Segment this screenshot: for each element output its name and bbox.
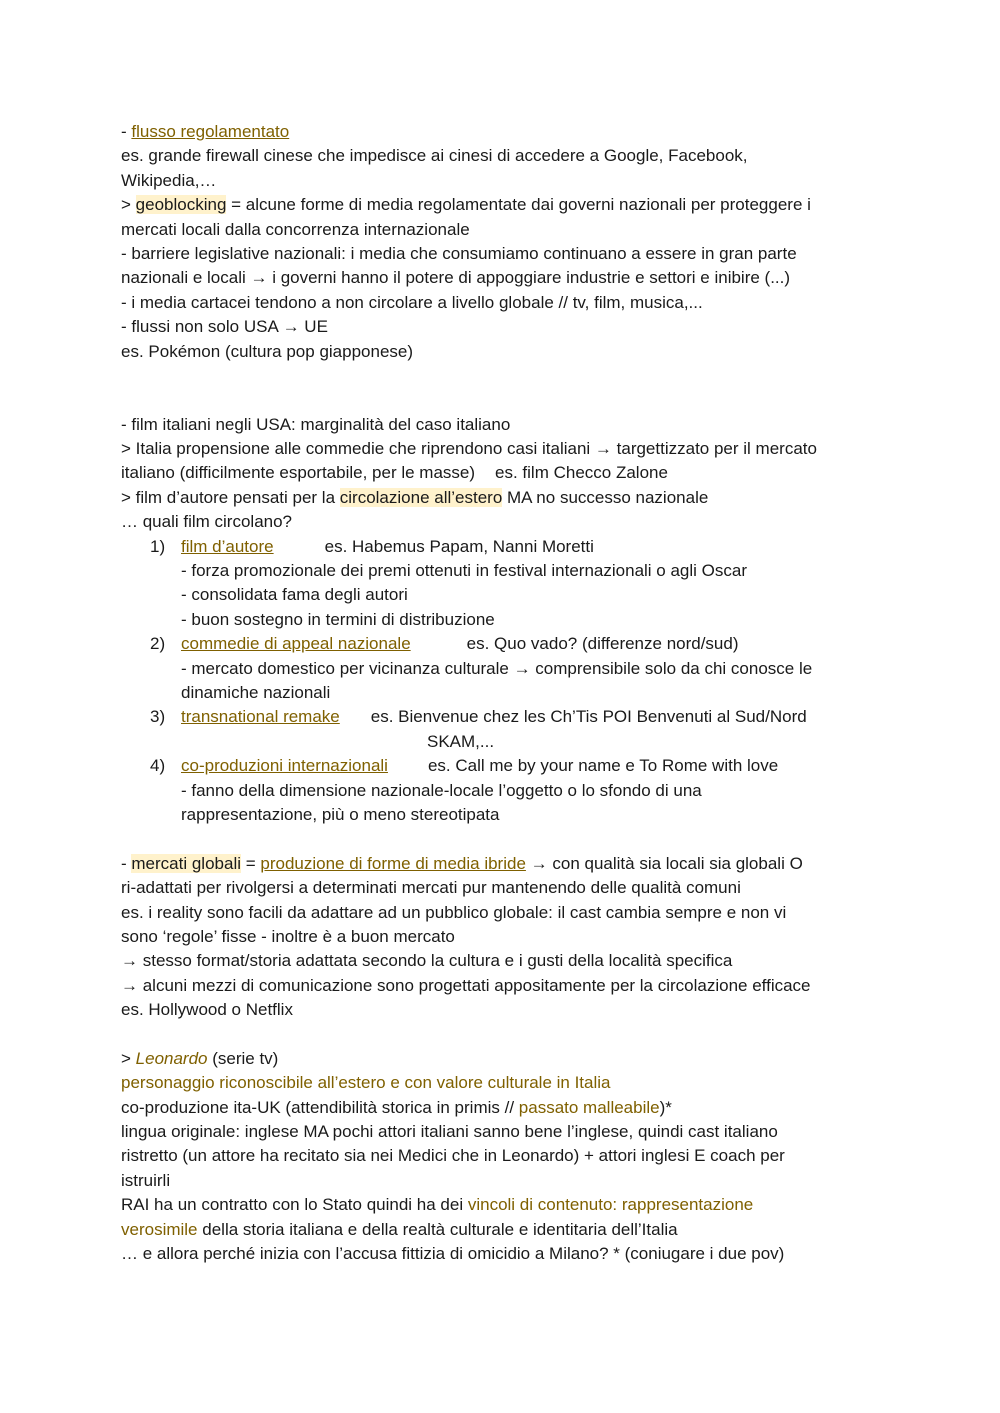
text-line: nazionali e locali → i governi hanno il potere di appoggiare industrie e settori e inibire (...) xyxy=(121,268,791,288)
term-vincoli-contenuto: vincoli di contenuto: rappresentazione xyxy=(467,1195,754,1215)
text-line xyxy=(121,1218,901,1242)
text-line: → stesso format/storia adattata secondo la cultura e i gusti della località specifica xyxy=(121,951,733,971)
equals: = xyxy=(241,853,261,873)
text-span: della storia italiana e della realtà culturale e identitaria dell’Italia xyxy=(197,1219,678,1239)
list-number: 3) xyxy=(150,707,166,727)
text-line: - i media cartacei tendono a non circolare a livello globale // tv, film, musica,... xyxy=(121,292,703,312)
text-line-accent: personaggio riconoscibile all’estero e con valore culturale in Italia xyxy=(121,1073,611,1093)
text-line: - barriere legislative nazionali: i media che consumiamo continuano a essere in gran parte xyxy=(121,243,797,263)
list-number: 4) xyxy=(150,756,166,776)
sub-item: - consolidata fama degli autori xyxy=(181,585,408,605)
text-line: lingua originale: inglese MA pochi attori italiani sanno bene l’inglese, quindi cast italiano xyxy=(121,1122,778,1142)
term-mercati-globali: mercati globali xyxy=(131,853,241,873)
list-number: 1) xyxy=(150,536,166,556)
term-passato-malleabile: passato malleabile xyxy=(518,1097,660,1117)
term-flusso-regolamentato: flusso regolamentato xyxy=(131,122,290,141)
text-line: → alcuni mezzi di comunicazione sono progettati appositamente per la circolazione efficace xyxy=(121,975,811,995)
list-item-4 xyxy=(121,754,901,778)
example: es. film Checco Zalone xyxy=(495,463,668,483)
spacer xyxy=(121,1022,901,1046)
text-line: mercati locali dalla concorrenza internazionale xyxy=(121,219,470,239)
term-circolazione-estero: circolazione all’estero xyxy=(339,487,503,507)
text-line xyxy=(121,461,901,485)
definition: = alcune forme di media regolamentate dai governi nazionali per proteggere i xyxy=(226,195,811,215)
text-span: RAI ha un contratto con lo Stato quindi ha dei xyxy=(121,1195,468,1215)
line-leonardo xyxy=(121,1047,901,1071)
text-line: … e allora perché inizia con l’accusa fittizia di omicidio a Milano? * (coniugare i due pov) xyxy=(121,1243,785,1263)
text-line: es. Hollywood o Netflix xyxy=(121,1000,293,1020)
text-line: … quali film circolano? xyxy=(121,512,293,532)
term-co-produzioni: co-produzioni internazionali xyxy=(181,756,388,776)
text-line: ri-adattati per rivolgersi a determinati mercati pur mantenendo delle qualità comuni xyxy=(121,878,741,898)
text-span: )* xyxy=(659,1097,672,1117)
text-span: (serie tv) xyxy=(207,1048,279,1068)
list-item-3 xyxy=(121,705,901,729)
sub-item: - mercato domestico per vicinanza culturale → comprensibile solo da chi conosce le xyxy=(181,658,813,678)
list-item-1 xyxy=(121,535,901,559)
term-verosimile: verosimile xyxy=(121,1219,198,1239)
line-mercati-globali xyxy=(121,852,901,876)
notes-body xyxy=(121,120,901,1266)
text-span: italiano (difficilmente esportabile, per le masse) xyxy=(121,463,476,483)
term-geoblocking: geoblocking xyxy=(135,195,227,215)
text-line: - flussi non solo USA → UE xyxy=(121,317,328,337)
spacer xyxy=(121,364,901,413)
sub-item: - forza promozionale dei premi ottenuti in festival internazionali o agli Oscar xyxy=(181,561,747,581)
text-line: istruirli xyxy=(121,1170,171,1190)
list-number: 2) xyxy=(150,634,166,654)
text-line: es. grande firewall cinese che impedisce ai cinesi di accedere a Google, Facebook, xyxy=(121,146,748,166)
sub-item: dinamiche nazionali xyxy=(181,683,331,702)
text-span: > film d’autore pensati per la xyxy=(121,487,340,507)
text-span: → con qualità sia locali sia globali O xyxy=(525,853,803,873)
term-film-autore: film d’autore xyxy=(181,536,274,556)
title-leonardo: Leonardo xyxy=(135,1048,208,1068)
term-media-ibride: produzione di forme di media ibride xyxy=(260,853,526,873)
text-line xyxy=(121,1096,901,1120)
prefix: > xyxy=(121,195,136,215)
sub-item: - buon sostegno in termini di distribuzione xyxy=(181,609,495,629)
text-span: MA no successo nazionale xyxy=(502,487,709,507)
text-line: Wikipedia,… xyxy=(121,170,217,190)
term-transnational-remake: transnational remake xyxy=(181,707,340,727)
example: es. Quo vado? (differenze nord/sud) xyxy=(466,634,739,654)
dash: - xyxy=(121,853,132,873)
spacer xyxy=(121,827,901,851)
text-line: es. Pokémon (cultura pop giapponese) xyxy=(121,341,414,361)
example: es. Call me by your name e To Rome with love xyxy=(427,756,779,776)
continuation-line: SKAM,... xyxy=(427,731,495,751)
line-flusso xyxy=(121,120,901,144)
text-line: ristretto (un attore ha recitato sia nei Medici che in Leonardo) + attori inglesi E coach per xyxy=(121,1146,785,1166)
sub-item: rappresentazione, più o meno stereotipata xyxy=(181,804,500,824)
text-line: es. i reality sono facili da adattare ad un pubblico globale: il cast cambia sempre e non vi xyxy=(121,902,787,922)
text-line: - film italiani negli USA: marginalità del caso italiano xyxy=(121,414,511,434)
dash: - xyxy=(121,122,132,141)
list-item-2 xyxy=(121,632,901,656)
sub-item: - fanno della dimensione nazionale-locale l’oggetto o lo sfondo di una xyxy=(181,780,702,800)
example: es. Habemus Papam, Nanni Moretti xyxy=(324,536,594,556)
example: es. Bienvenue chez les Ch’Tis POI Benvenuti al Sud/Nord xyxy=(370,707,807,727)
text-line xyxy=(121,1193,901,1217)
text-span: co-produzione ita-UK (attendibilità storica in primis // xyxy=(121,1097,519,1117)
line-circolazione xyxy=(121,486,901,510)
text-line: > Italia propensione alle commedie che riprendono casi italiani → targettizzato per il mercato xyxy=(121,439,817,459)
text-line: sono ‘regole’ fisse - inoltre è a buon mercato xyxy=(121,926,455,946)
line-geoblocking xyxy=(121,193,901,217)
prefix: > xyxy=(121,1048,136,1068)
term-commedie-appeal: commedie di appeal nazionale xyxy=(181,634,411,654)
